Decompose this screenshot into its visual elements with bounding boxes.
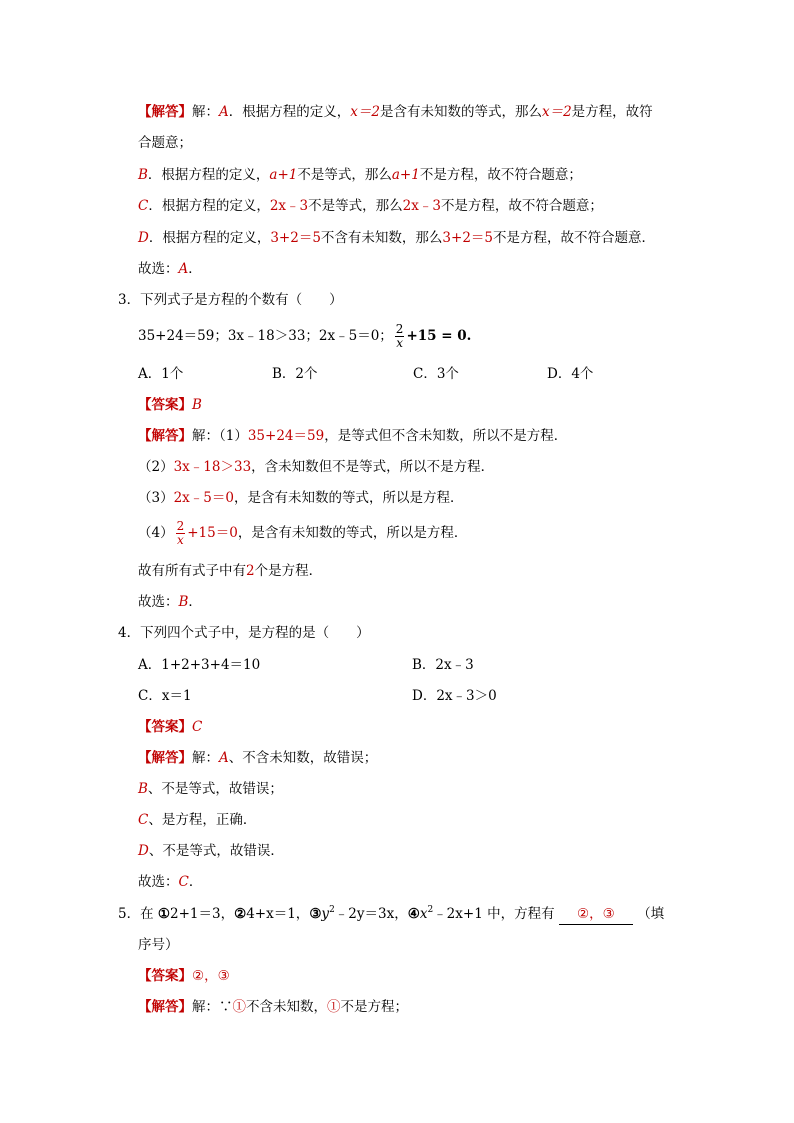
q5-stem-line-2: 序号） xyxy=(138,937,179,953)
q2-solution-line-2: 合题意； xyxy=(138,135,192,151)
q3-option-b[interactable]: B．2个 xyxy=(272,366,318,382)
q4-option-b[interactable]: B．2x﹣3 xyxy=(412,657,474,673)
q4-option-c[interactable]: C．x＝1 xyxy=(138,688,192,704)
q5-stem: 5．在 ①2+1＝3，②4+x＝1，$③y^2﹣2y=3x$，$④x^2﹣2x+1$ 中，方程有 ②，③ （填 xyxy=(118,904,664,925)
q3-solution-2: （2）3x﹣18＞33，含未知数但不是等式，所以不是方程． xyxy=(138,459,495,475)
fill-blank[interactable]: ②，③ xyxy=(559,904,633,925)
q2-solution-line-1: 【解答】解：A．根据方程的定义，x＝2是含有未知数的等式，那么x＝2是方程，故符 xyxy=(138,104,653,120)
solution-tag: 【解答】 xyxy=(138,104,192,120)
q4-solution-3: C、是方程，正确． xyxy=(138,812,257,828)
q3-solution-4: （4） $\frac{2}{x}$ +15＝0，是含有未知数的等式，所以是方程． xyxy=(138,519,468,547)
q4-solution-4: D、不是等式，故错误． xyxy=(138,843,284,859)
q2-solution-c: C．根据方程的定义，2x﹣3不是等式，那么2x﹣3不是方程，故不符合题意； xyxy=(138,198,603,214)
q4-stem: 4．下列四个式子中，是方程的是（ ） xyxy=(118,625,370,641)
q4-solution-1: 【解答】解：A、不含未知数，故错误； xyxy=(138,750,378,766)
q5-solution-1: 【解答】解：∵①不含未知数，①不是方程； xyxy=(138,999,408,1015)
q3-solution-1: 【解答】解：（1）35+24＝59，是等式但不含未知数，所以不是方程． xyxy=(138,428,568,444)
q3-solution-5: 故有所有式子中有2个是方程． xyxy=(138,563,323,579)
q3-option-c[interactable]: C．3个 xyxy=(413,366,459,382)
q4-solution-2: B、不是等式，故错误； xyxy=(138,781,283,797)
q2-solution-d: D．根据方程的定义，3+2＝5不含有未知数，那么3+2＝5不是方程，故不符合题意． xyxy=(138,230,656,246)
q3-select: 故选：B． xyxy=(138,594,202,610)
q2-select: 故选：A． xyxy=(138,261,202,277)
q4-select: 故选：C． xyxy=(138,874,203,890)
q3-solution-3: （3）2x﹣5＝0，是含有未知数的等式，所以是方程． xyxy=(138,490,464,506)
q3-stem: 3．下列式子是方程的个数有（ ） xyxy=(118,292,343,308)
q3-option-a[interactable]: A．1个 xyxy=(138,366,184,382)
fraction: $\frac{2}{x}$ xyxy=(395,322,404,350)
q5-answer: 【答案】②，③ xyxy=(138,968,230,984)
q4-option-d[interactable]: D．2x﹣3＞0 xyxy=(412,688,497,704)
q4-answer: 【答案】C xyxy=(138,719,203,735)
q3-expressions: 35+24＝59；3x﹣18＞33；2x﹣5＝0； $\frac{2}{x}$ +15 = 0. xyxy=(138,322,472,350)
q4-option-a[interactable]: A．1+2+3+4＝10 xyxy=(138,657,261,673)
fraction: $\frac{2}{x}$ xyxy=(176,519,185,547)
q3-answer: 【答案】B xyxy=(138,397,202,413)
q2-solution-b: B．根据方程的定义，a+1不是等式，那么a+1不是方程，故不符合题意； xyxy=(138,167,582,183)
q3-option-d[interactable]: D．4个 xyxy=(547,366,594,382)
